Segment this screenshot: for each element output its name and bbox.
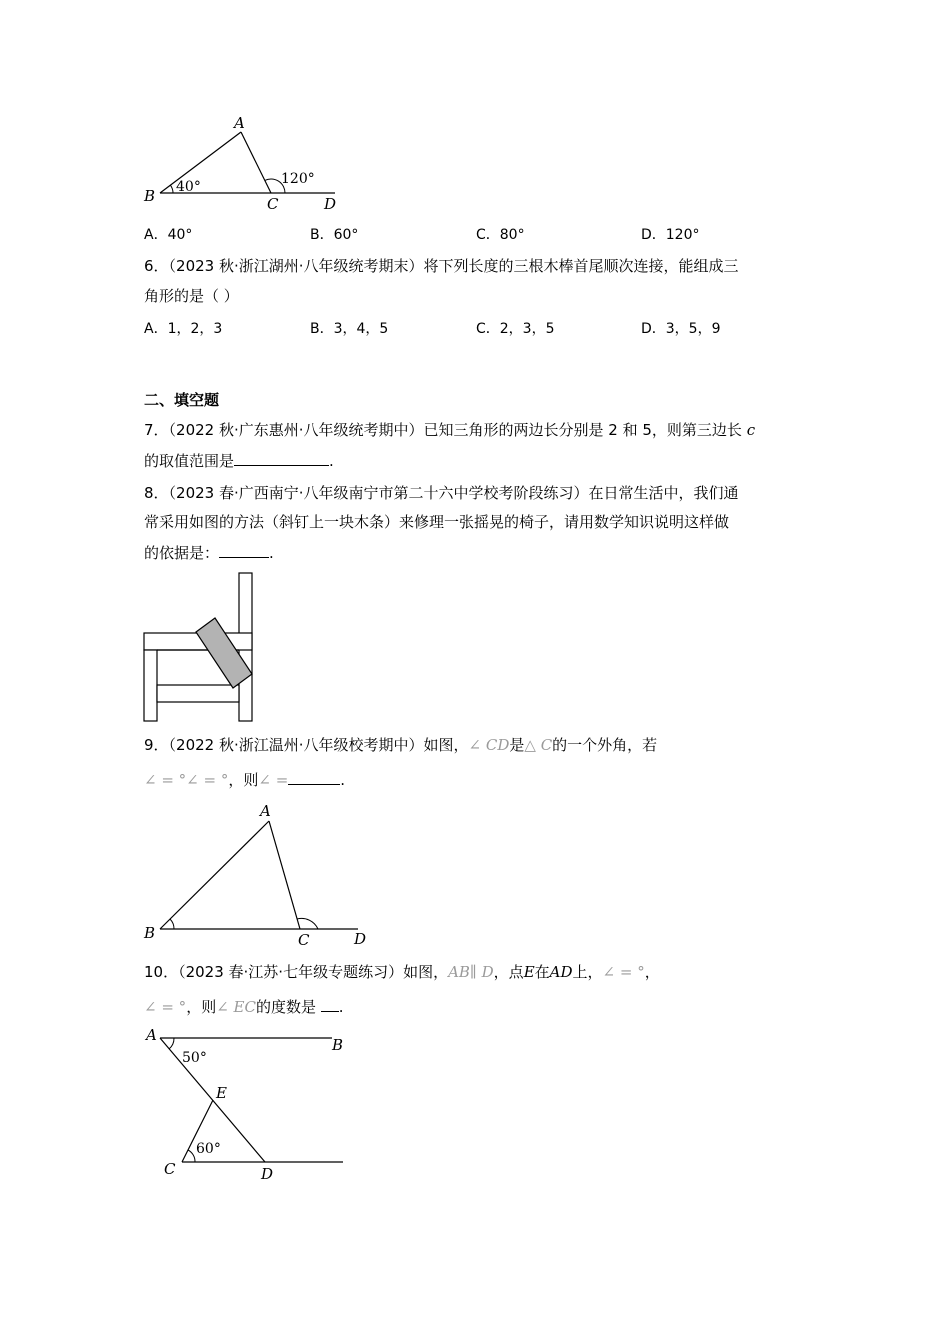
- q10-angle-c: ∠ = °: [144, 998, 187, 1016]
- q9-given-angles: ∠ = °∠ = °: [144, 771, 229, 789]
- q9-text-mid: 是: [509, 736, 525, 754]
- q8-text-3: 的依据是：: [144, 544, 220, 562]
- point-label-a: A: [146, 1026, 157, 1044]
- q6-option-b[interactable]: B．3，4，5: [310, 321, 389, 337]
- vertex-label-a: A: [234, 114, 245, 132]
- q6-option-a[interactable]: A．1，2，3: [144, 321, 223, 337]
- q7-variable-c: c: [746, 421, 756, 439]
- angle-b-arc: [170, 919, 174, 929]
- q6-stem-line2: 角形的是（ ）: [144, 287, 239, 305]
- q9-stem-line1: [144, 735, 657, 755]
- q5-option-a[interactable]: A．40°: [144, 227, 193, 243]
- side-ab: [160, 821, 269, 929]
- vertex-label-c: C: [298, 931, 310, 949]
- section-heading-fill-in: 二、填空题: [144, 391, 220, 409]
- side-ac: [269, 821, 300, 929]
- q7-period: .: [329, 452, 334, 470]
- q10-point-e: E: [523, 963, 535, 981]
- chair-rung: [157, 685, 239, 702]
- q10-text-suffix: 上，: [572, 963, 603, 981]
- q8-stem-line3: [144, 543, 274, 563]
- q9-period: .: [340, 771, 346, 789]
- q10-period: .: [338, 998, 344, 1016]
- point-label-b: B: [332, 1036, 344, 1054]
- vertex-label-b: B: [144, 924, 156, 942]
- q9-angle-acd: ∠ CD: [468, 736, 510, 754]
- q9-answer-blank[interactable]: [288, 770, 340, 785]
- chair-front-leg: [144, 650, 157, 721]
- vertex-label-a: A: [260, 802, 271, 820]
- q10-stem-line2: [144, 997, 344, 1017]
- q10-text-point: ，点: [493, 963, 524, 981]
- q5-option-c[interactable]: C．80°: [476, 227, 525, 243]
- point-label-e: E: [216, 1084, 227, 1102]
- vertex-label-c: C: [267, 195, 279, 213]
- q9-text-suffix: 的一个外角，若: [552, 736, 658, 754]
- q9-angle-asked: ∠ =: [258, 771, 289, 789]
- q6-option-c[interactable]: C．2，3，5: [476, 321, 555, 337]
- q7-answer-blank[interactable]: [234, 451, 329, 466]
- q10-comma: ，: [644, 963, 660, 981]
- q10-answer-blank[interactable]: [321, 997, 339, 1012]
- q9-stem-line2: [144, 770, 345, 790]
- q6-stem-line1: 6．（2023 秋·浙江湖州·八年级统考期末）将下列长度的三根木棒首尾顺次连接，能组成三: [144, 257, 739, 275]
- vertex-label-d: D: [354, 930, 367, 948]
- q10-angle-dec: ∠ EC: [216, 998, 256, 1016]
- q7-text-2: 的取值范围是: [144, 452, 235, 470]
- q7-stem-line2: [144, 451, 334, 471]
- q5-option-d[interactable]: D．120°: [641, 227, 700, 243]
- q9-triangle-abc: △ C: [524, 736, 553, 754]
- q7-stem-line1: [144, 420, 755, 440]
- q8-answer-blank[interactable]: [219, 543, 269, 558]
- q8-stem-line1: 8．（2023 春·广西南宁·八年级南宁市第二十六中学校考阶段练习）在日常生活中，我们通: [144, 484, 739, 502]
- q5-option-b[interactable]: B．60°: [310, 227, 359, 243]
- q10-segment-ad: AD: [549, 963, 573, 981]
- side-ac: [241, 132, 271, 193]
- q10-text: 10．（2023 春·江苏·七年级专题练习）如图，: [144, 963, 449, 981]
- angle-b-label: 40°: [176, 179, 201, 195]
- q10-text-on: 在: [534, 963, 550, 981]
- point-label-d: D: [261, 1165, 274, 1183]
- figure-q10-parallel: [140, 1022, 355, 1187]
- q8-stem-line2: 常采用如图的方法（斜钉上一块木条）来修理一张摇晃的椅子，请用数学知识说明这样做: [144, 513, 730, 531]
- q10-angle-a: ∠ = °: [602, 963, 645, 981]
- vertex-label-d: D: [324, 195, 337, 213]
- q10-stem-line1: [144, 962, 660, 982]
- angle-b-arc: [170, 185, 173, 193]
- q10-text-then: ，则: [186, 998, 217, 1016]
- q10-parallel-lines: AB∥ D: [448, 963, 494, 981]
- q9-text: 9．（2022 秋·浙江温州·八年级校考期中）如图，: [144, 736, 469, 754]
- angle-c-label: 60°: [196, 1141, 221, 1157]
- q7-text: 7．（2022 秋·广东惠州·八年级统考期中）已知三角形的两边长分别是 2 和 5，则第三边长: [144, 421, 742, 439]
- q6-option-d[interactable]: D．3，5，9: [641, 321, 721, 337]
- angle-c-arc: [188, 1150, 195, 1162]
- angle-acd-label: 120°: [281, 171, 315, 187]
- angle-a-arc: [169, 1038, 174, 1049]
- q8-period: .: [269, 544, 274, 562]
- figure-q5-triangle: [140, 110, 350, 215]
- q10-text-degree: 的度数是: [255, 998, 316, 1016]
- point-label-c: C: [164, 1160, 176, 1178]
- figure-q9-triangle: [140, 798, 380, 950]
- vertex-label-b: B: [144, 187, 156, 205]
- q9-text-then: ，则: [228, 771, 259, 789]
- figure-q8-chair: [140, 570, 260, 725]
- angle-a-label: 50°: [182, 1050, 207, 1066]
